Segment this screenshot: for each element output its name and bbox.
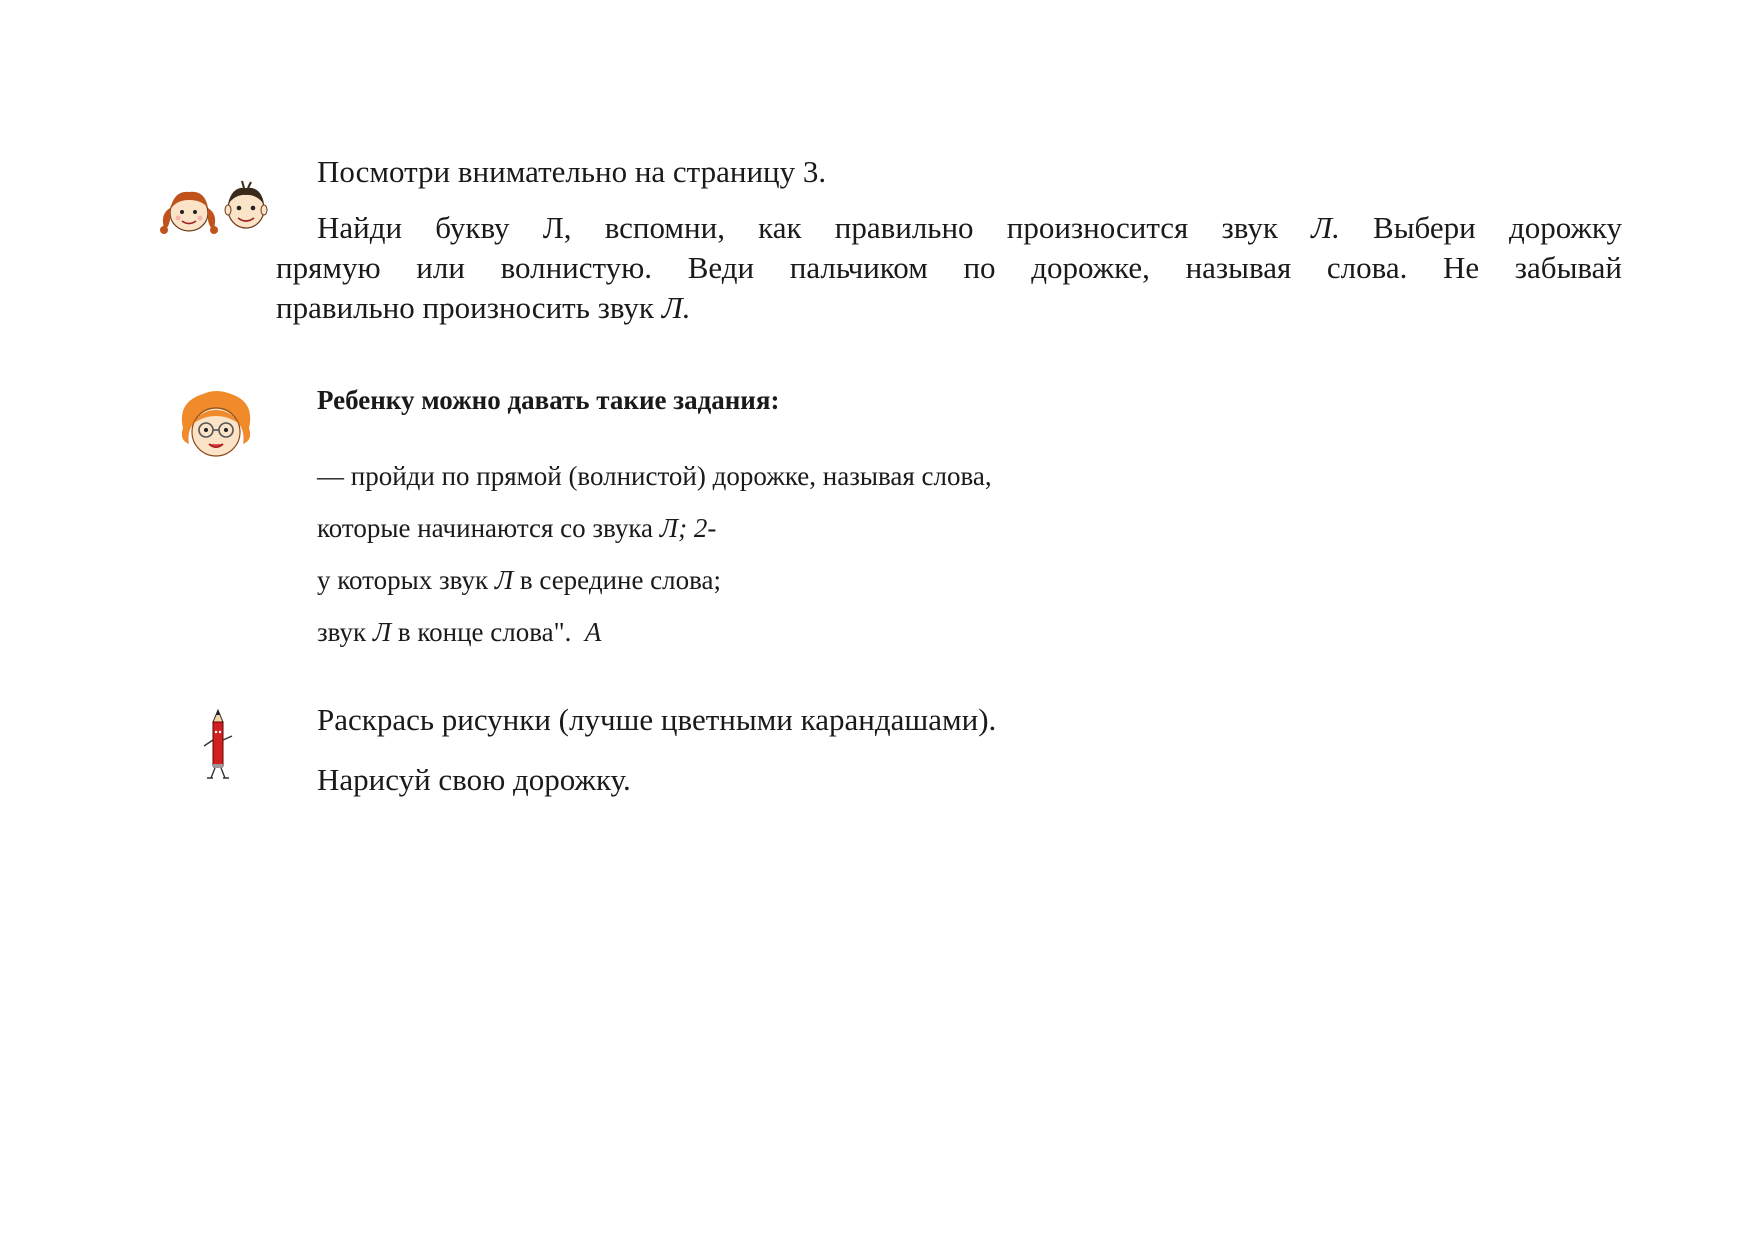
instruction-text: Выбери дорожку — [1339, 210, 1622, 245]
letter-l-italic: Л. — [1311, 210, 1340, 245]
instruction-paragraph — [276, 208, 1622, 328]
instruction-text: Найди букву Л, вспомни, как правильно произносится звук — [317, 210, 1312, 245]
pencil-character-icon — [196, 708, 240, 780]
task-text: которые начинаются со звука — [317, 513, 660, 543]
tasks-heading: Ребенку можно давать такие задания: — [317, 385, 780, 415]
intro-line: Посмотри внимательно на страницу 3. — [317, 154, 827, 189]
letter-l-italic: Л. — [661, 290, 691, 325]
task-line-4 — [317, 606, 992, 658]
task-text: звук — [317, 617, 373, 647]
intro-section — [276, 152, 1622, 328]
instruction-line-3 — [276, 288, 1622, 328]
drawing-section — [317, 690, 996, 810]
task-text-italic: Л; 2- — [659, 513, 717, 543]
task-line-2 — [317, 502, 992, 554]
letter-l-italic: Л — [372, 617, 392, 647]
instruction-line-2: прямую или волнистую. Веди пальчиком по дорожке, называя слова. Не забывай — [276, 250, 1622, 285]
children-faces-icon — [156, 180, 274, 242]
draw-path-instruction: Нарисуй свою дорожку. — [317, 762, 631, 797]
task-text: в конце слова". — [391, 617, 585, 647]
instruction-text: правильно произносить звук — [276, 290, 662, 325]
task-line-1: — пройди по прямой (волнистой) дорожке, называя слова, — [317, 461, 992, 491]
task-text: у которых звук — [317, 565, 495, 595]
task-line-3 — [317, 554, 992, 606]
task-text: в середине слова; — [513, 565, 722, 595]
task-text-italic: А — [584, 617, 602, 647]
teacher-face-icon — [175, 388, 257, 464]
instruction-line-1 — [276, 208, 1622, 248]
letter-l-italic: Л — [494, 565, 514, 595]
coloring-instruction: Раскрась рисунки (лучше цветными карандашами). — [317, 702, 997, 737]
parent-tasks-section — [317, 380, 992, 658]
